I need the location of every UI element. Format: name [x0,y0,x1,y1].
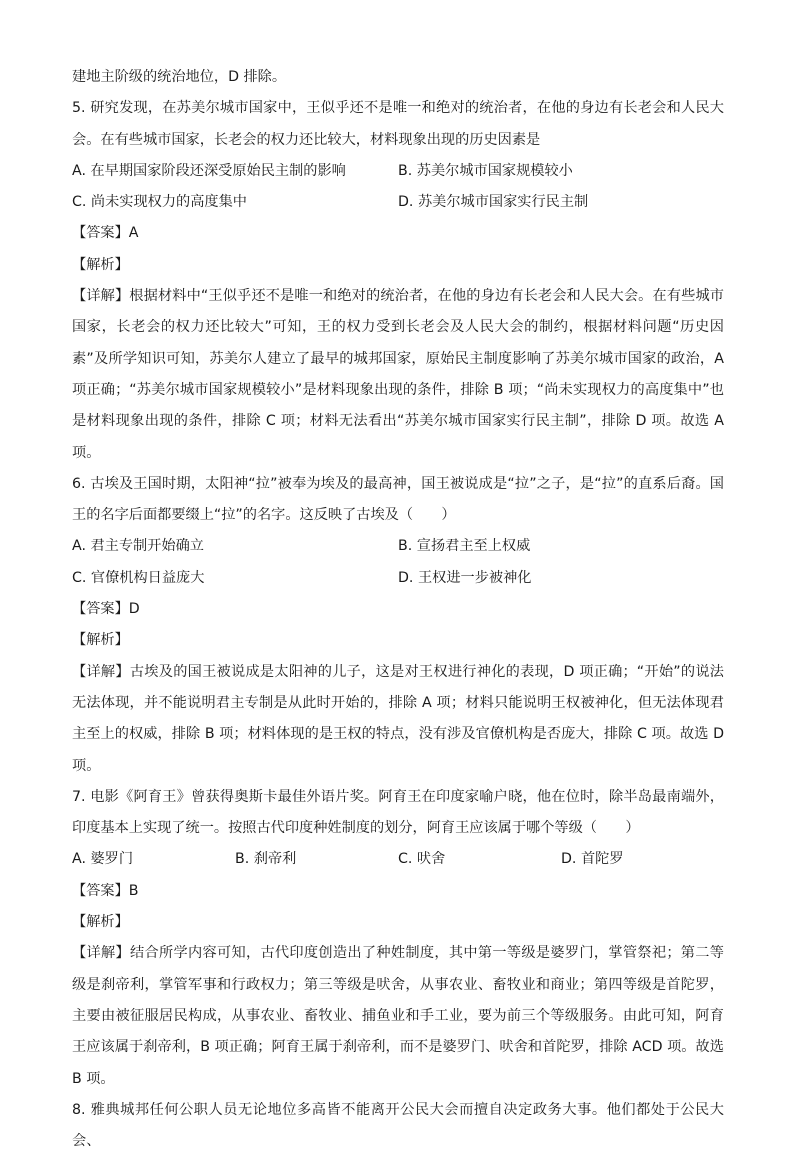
q5-answer: 【答案】A [72,225,139,242]
q5-stem: 5. 研究发现，在苏美尔城市国家中，王似乎还不是唯一和绝对的统治者，在他的身边有长老会和人民大会。在有些城市国家，长老会的权力还比较大，材料现象出现的历史因素是 [72,100,724,148]
q7-analysis-label: 【解析】 [72,914,129,931]
q6-options-row-1 [72,531,724,562]
q7-option-d: D. 首陀罗 [561,851,624,868]
q6-option-c: C. 官僚机构日益庞大 [72,569,205,586]
q5-detail: 【详解】根据材料中“王似乎还不是唯一和绝对的统治者，在他的身边有长老会和人民大会。在有些城市国家，长老会的权力还比较大”可知，王的权力受到长老会及人民大会的制约，根据材料问题“历史因素”及所学知识可知，苏美尔人建立了最早的城邦国家，原始民主制度影响了苏美尔城市国家的政治，A 项正确；“苏美尔城市国家规模较小”是材料现象出现的条件，排除 B 项；“尚未实现权力的高度集中”也是材料现象出现的条件，排除 C 项；材料无法看出“苏美尔城市国家实行民主制”，排除 D 项。故选 A 项。 [72,288,724,461]
q5-option-a: A. 在早期国家阶段还深受原始民主制的影响 [72,162,346,179]
document-page [72,62,724,1157]
q6-option-a: A. 君主专制开始确立 [72,538,204,555]
q5-options-row-1 [72,156,724,187]
q8-stem: 8. 雅典城邦任何公职人员无论地位多高皆不能离开公民大会而擅自决定政务大事。他们都处于公民大会、 [72,1101,724,1150]
q7-option-b: B. 刹帝利 [235,851,297,868]
q5-options-row-2 [72,187,724,218]
q7-options-row [72,844,724,875]
q7-option-a: A. 婆罗门 [72,851,134,868]
q6-answer: 【答案】D [72,601,140,618]
q5-analysis-label: 【解析】 [72,256,129,273]
q7-option-c: C. 吠舍 [398,851,446,868]
q6-detail: 【详解】古埃及的国王被说成是太阳神的儿子，这是对王权进行神化的表现，D 项正确；“开始”的说法无法体现，并不能说明君主专制是从此时开始的，排除 A 项；材料只能说明王权被神化，但无法体现君主至上的权威，排除 B 项；材料体现的是王权的特点，没有涉及官僚机构是否庞大，排除 C 项。故选 D 项。 [72,663,724,774]
q7-stem: 7. 电影《阿育王》曾获得奥斯卡最佳外语片奖。阿育王在印度家喻户晓，他在位时，除半岛最南端外，印度基本上实现了统一。按照古代印度种姓制度的划分，阿育王应该属于哪个等级（ ） [72,788,724,837]
q6-option-d: D. 王权进一步被神化 [398,569,532,586]
q7-detail: 【详解】结合所学内容可知，古代印度创造出了种姓制度，其中第一等级是婆罗门，掌管祭祀；第二等级是刹帝利，掌管军事和行政权力；第三等级是吠舍，从事农业、畜牧业和商业；第四等级是首陀罗，主要由被征服居民构成，从事农业、畜牧业、捕鱼业和手工业，要为前三个等级服务。由此可知，阿育王应该属于刹帝利，B 项正确；阿育王属于刹帝利，而不是婆罗门、吠舍和首陀罗，排除 ACD 项。故选 B 项。 [72,945,724,1087]
q5-option-b: B. 苏美尔城市国家规模较小 [398,162,573,179]
q7-answer: 【答案】B [72,882,139,899]
q6-analysis-label: 【解析】 [72,632,129,649]
q5-option-c: C. 尚未实现权力的高度集中 [72,194,247,211]
q4-tail-text: 建地主阶级的统治地位，D 排除。 [72,69,287,85]
q6-stem: 6. 古埃及王国时期，太阳神“拉”被奉为埃及的最高神，国王被说成是“拉”之子，是“拉”的直系后裔。国王的名字后面都要缀上“拉”的名字。这反映了古埃及（ ） [72,475,724,524]
q5-option-d: D. 苏美尔城市国家实行民主制 [398,194,589,211]
q6-options-row-2 [72,563,724,594]
q6-option-b: B. 宣扬君主至上权威 [398,538,531,555]
